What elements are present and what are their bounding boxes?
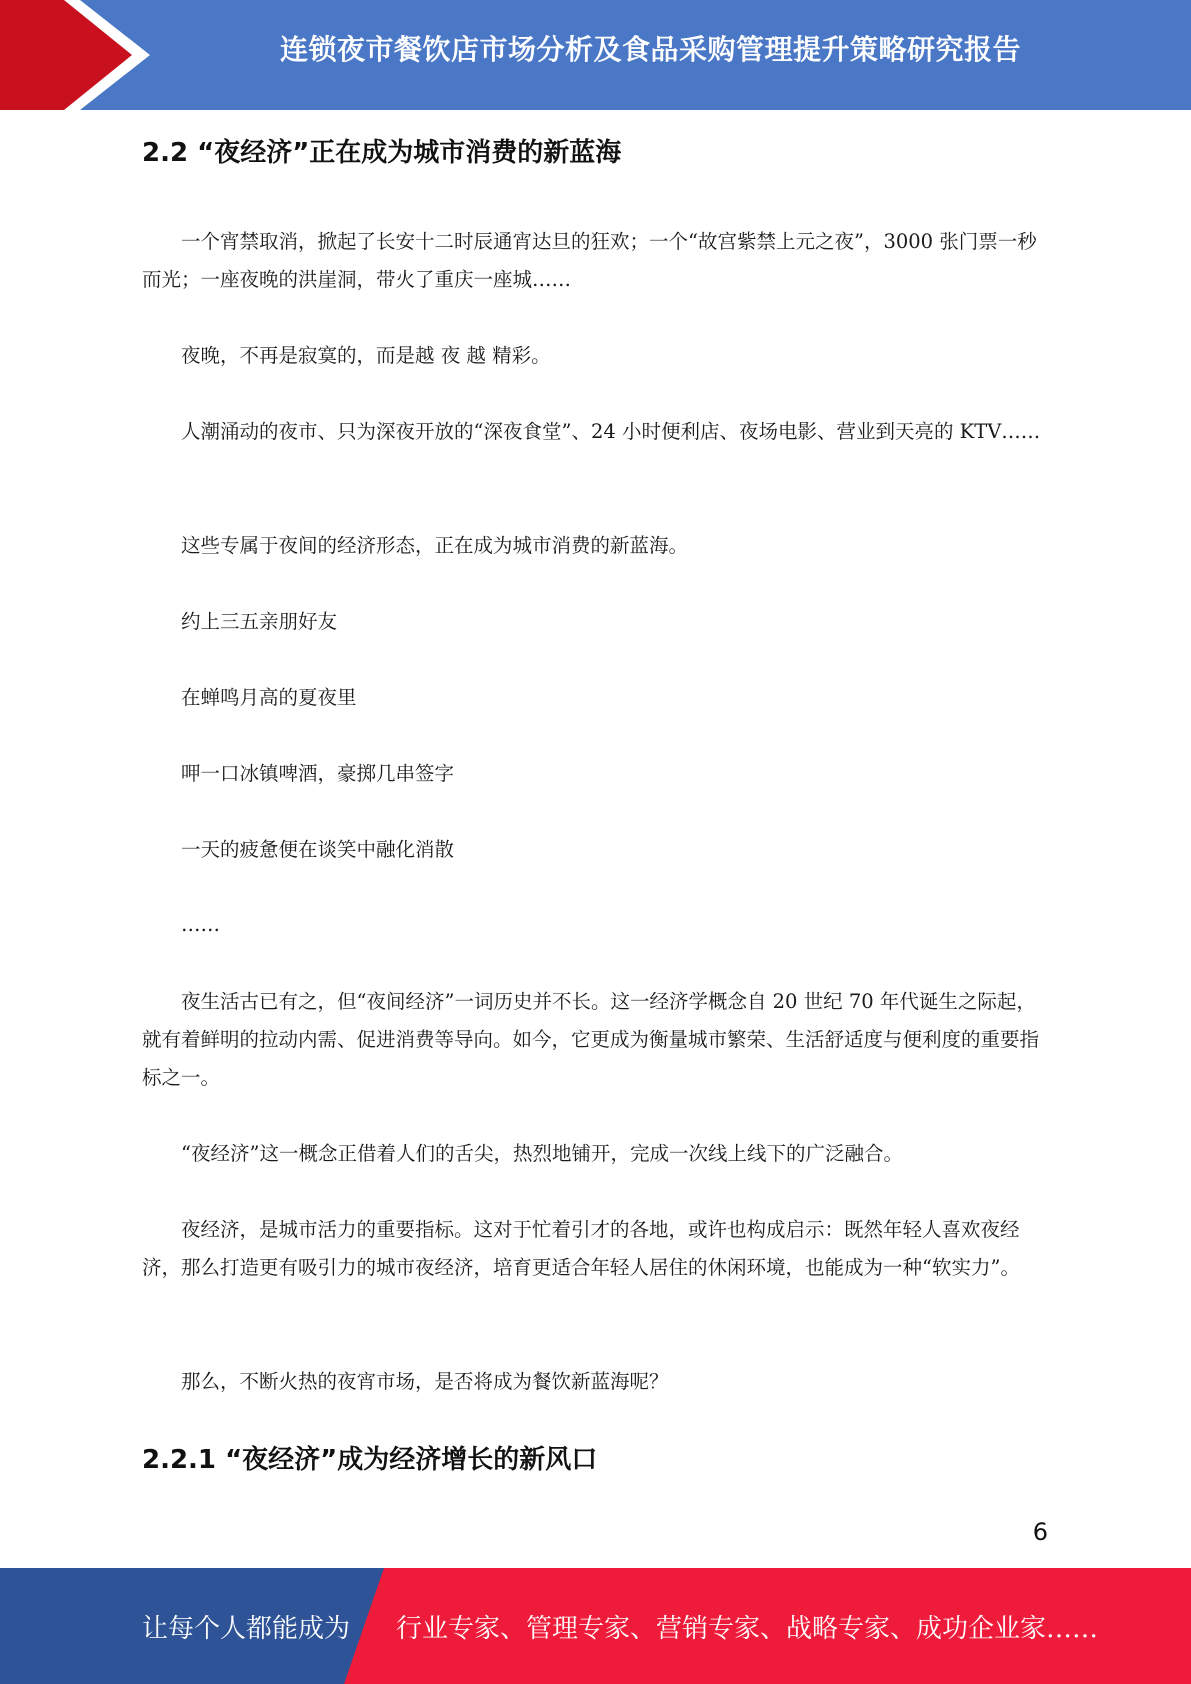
paragraph: …… [181,913,220,936]
paragraph: 夜晚，不再是寂寞的，而是越 夜 越 精彩。 [181,344,551,367]
paragraph: “夜经济”这一概念正借着人们的舌尖，热烈地铺开，完成一次线上线下的广泛融合。 [181,1142,903,1165]
footer-slogan-left: 让每个人都能成为 [142,1614,351,1644]
paragraph: 一个宵禁取消，掀起了长安十二时辰通宵达旦的狂欢；一个“故宫紫禁上元之夜”，3000 张门票一秒而光；一座夜晚的洪崖洞，带火了重庆一座城…… [142,230,1037,291]
paragraph: 这些专属于夜间的经济形态，正在成为城市消费的新蓝海。 [181,534,689,557]
paragraph: 约上三五亲朋好友 [181,610,338,633]
header-banner [0,0,1191,110]
footer-slogan-right: 行业专家、管理专家、营销专家、战略专家、成功企业家…… [396,1614,1099,1644]
report-title: 连锁夜市餐饮店市场分析及食品采购管理提升策略研究报告 [279,33,1021,66]
chevron-arrow-icon [0,0,160,110]
paragraph: 一天的疲惫便在谈笑中融化消散 [181,838,455,861]
footer-banner [0,1568,1191,1684]
page-number: 6 [1032,1518,1048,1546]
section-heading: 2.2 “夜经济”正在成为城市消费的新蓝海 [142,138,622,168]
paragraph: 人潮涌动的夜市、只为深夜开放的“深夜食堂”、24 小时便利店、夜场电影、营业到天亮的 KTV…… [181,420,1041,443]
paragraph: 呷一口冰镇啤酒，豪掷几串签字 [181,762,455,785]
paragraph: 那么，不断火热的夜宵市场，是否将成为餐饮新蓝海呢？ [181,1370,669,1393]
subsection-heading: 2.2.1 “夜经济”成为经济增长的新风口 [142,1445,598,1475]
paragraph: 夜生活古已有之，但“夜间经济”一词历史并不长。这一经济学概念自 20 世纪 70 年代诞生之际起，就有着鲜明的拉动内需、促进消费等导向。如今，它更成为衡量城市繁荣、生活舒适度与便利度的重要指标之一。 [142,990,1040,1089]
paragraph: 在蝉鸣月高的夏夜里 [181,686,357,709]
paragraph: 夜经济，是城市活力的重要指标。这对于忙着引才的各地，或许也构成启示：既然年轻人喜欢夜经济，那么打造更有吸引力的城市夜经济，培育更适合年轻人居住的休闲环境，也能成为一种“软实力”。 [142,1218,1020,1279]
